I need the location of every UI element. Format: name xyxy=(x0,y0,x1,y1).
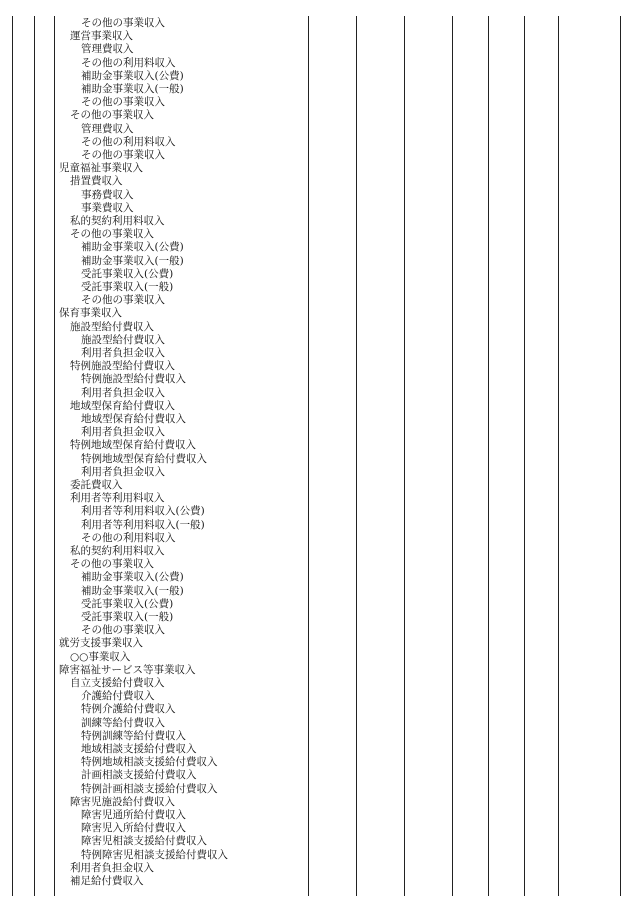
account-row: 特例施設型給付費収入 xyxy=(70,360,175,373)
column-divider xyxy=(488,16,489,896)
account-row: その他の事業収入 xyxy=(81,17,165,29)
account-row: 補助金事業収入(一般) xyxy=(81,83,184,95)
account-row: その他の利用料収入 xyxy=(81,531,176,544)
account-row: 措置費収入 xyxy=(70,175,123,188)
column-divider xyxy=(356,16,357,896)
account-row: 特例施設型給付費収入 xyxy=(81,373,186,386)
account-row: 障害児施設給付費収入 xyxy=(70,795,175,808)
account-row: その他の事業収入 xyxy=(81,96,165,109)
account-row: 利用者等利用料収入(公費) xyxy=(81,505,205,518)
account-row: 補助金事業収入(公費) xyxy=(81,241,184,254)
account-row: その他の利用料収入 xyxy=(81,56,176,69)
account-row: 私的契約利用料収入 xyxy=(70,215,165,227)
account-row: 補助金事業収入(公費) xyxy=(81,571,184,584)
account-row: 障害児入所給付費収入 xyxy=(81,822,186,835)
account-row: 補助金事業収入(一般) xyxy=(81,584,184,597)
account-row: その他の事業収入 xyxy=(70,228,154,241)
column-divider xyxy=(524,16,525,896)
account-row: 特例地域型保育給付費収入 xyxy=(81,452,207,465)
account-row: 補足給付費収入 xyxy=(70,875,144,887)
account-row: 特例地域型保育給付費収入 xyxy=(70,439,196,452)
account-row: 障害児相談支援給付費収入 xyxy=(81,835,207,848)
account-row: 自立支援給付費収入 xyxy=(70,677,165,689)
account-row: 管理費収入 xyxy=(81,43,134,56)
account-row: 特例計画相談支援給付費収入 xyxy=(81,782,218,795)
account-row: その他の事業収入 xyxy=(81,294,165,307)
account-row: その他の事業収入 xyxy=(81,149,165,161)
account-row: その他の事業収入 xyxy=(70,558,154,571)
account-row: 特例介護給付費収入 xyxy=(81,703,176,716)
account-row: 訓練等給付費収入 xyxy=(81,716,165,729)
account-row: 計画相談支援給付費収入 xyxy=(81,769,197,782)
account-row: 事業費収入 xyxy=(81,201,134,214)
account-row: 施設型給付費収入 xyxy=(70,320,154,333)
account-row: 特例地域相談支援給付費収入 xyxy=(81,756,218,769)
account-row: 受託事業収入(公費) xyxy=(81,597,174,610)
account-row: 管理費収入 xyxy=(81,122,134,135)
column-divider xyxy=(404,16,405,896)
account-row: 特例障害児相談支援給付費収入 xyxy=(81,848,228,861)
account-row: ○○事業収入 xyxy=(70,650,131,663)
account-row: 地域型保育給付費収入 xyxy=(70,399,175,412)
column-divider xyxy=(558,16,559,896)
account-row: 特例訓練等給付費収入 xyxy=(81,729,186,742)
account-row: 児童福祉事業収入 xyxy=(59,162,143,175)
column-divider xyxy=(452,16,453,896)
account-row: 施設型給付費収入 xyxy=(81,333,165,346)
account-row: 利用者負担金収入 xyxy=(81,347,165,359)
account-row: 障害福祉サービス等事業収入 xyxy=(59,663,196,676)
account-row: 地域型保育給付費収入 xyxy=(81,413,186,425)
account-row: 受託事業収入(一般) xyxy=(81,281,174,293)
account-row: 地域相談支援給付費収入 xyxy=(81,743,197,755)
column-divider xyxy=(308,16,309,896)
account-row: 利用者負担金収入 xyxy=(81,426,165,439)
account-row: その他の事業収入 xyxy=(70,109,154,122)
account-row: 事務費収入 xyxy=(81,188,134,201)
account-row: 補助金事業収入(一般) xyxy=(81,254,184,267)
account-row: 受託事業収入(公費) xyxy=(81,267,174,280)
account-row: 利用者等利用料収入 xyxy=(70,492,165,505)
account-row: 利用者負担金収入 xyxy=(81,386,165,399)
account-row: 補助金事業収入(公費) xyxy=(81,69,184,82)
account-row: 運営事業収入 xyxy=(70,30,133,43)
account-row: その他の利用料収入 xyxy=(81,135,176,148)
account-row: 私的契約利用料収入 xyxy=(70,545,165,557)
account-row: その他の事業収入 xyxy=(81,624,165,637)
account-row: 利用者負担金収入 xyxy=(70,861,154,874)
account-row: 受託事業収入(一般) xyxy=(81,611,174,623)
column-divider xyxy=(620,16,621,896)
account-row: 委託費収入 xyxy=(70,479,123,491)
account-row: 介護給付費収入 xyxy=(81,690,155,703)
account-row: 就労支援事業収入 xyxy=(59,637,143,650)
account-row: 保育事業収入 xyxy=(59,307,122,320)
account-row: 障害児通所給付費収入 xyxy=(81,809,186,821)
account-row: 利用者負担金収入 xyxy=(81,465,165,478)
account-row: 利用者等利用料収入(一般) xyxy=(81,518,205,531)
